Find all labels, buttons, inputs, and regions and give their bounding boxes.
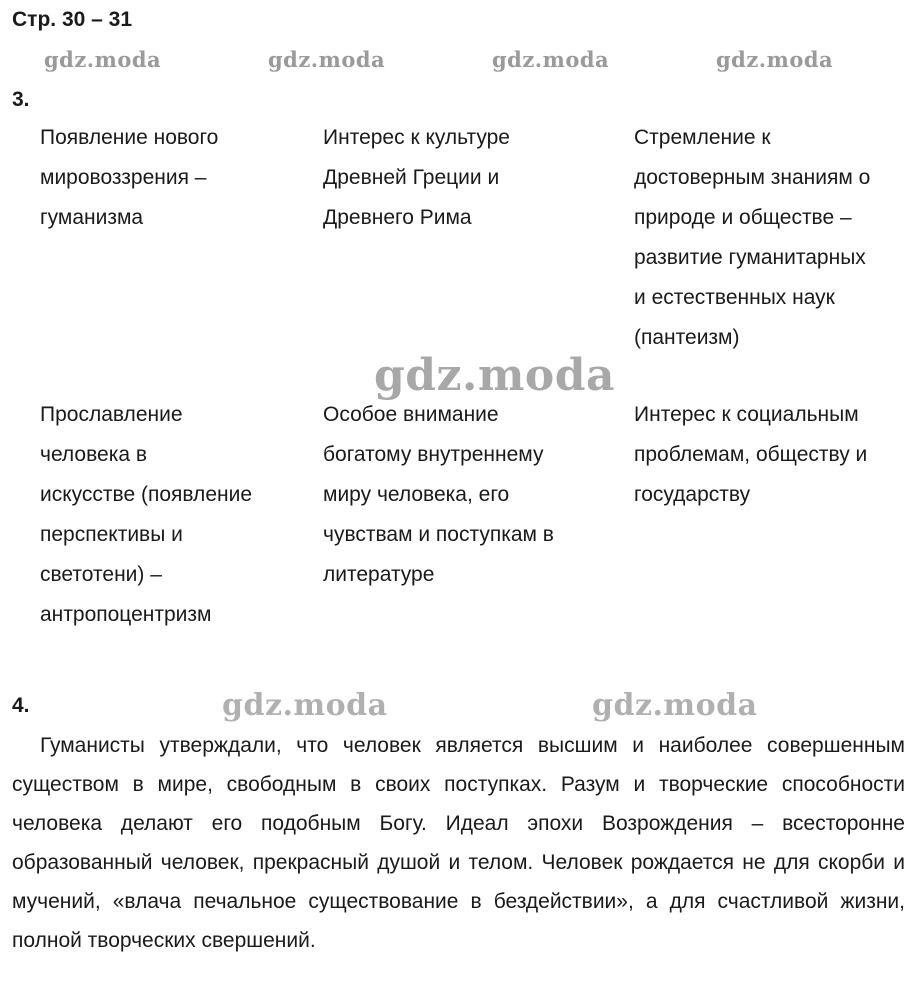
page-header: Стр. 30 – 31 — [12, 8, 133, 31]
watermark: gdz.moda — [592, 688, 758, 723]
task-4-number: 4. — [12, 694, 30, 717]
task-3-cell: Интерес к культуре Древней Греции и Древнего Рима — [323, 126, 510, 229]
task-4-paragraph: Гуманисты утверждали, что человек является высшим и наиболее совершенным существом в мире, свободным в своих поступках. Разум и творческие способности человека делают его подобным Богу. Идеал эпохи Возрождения – всесторонне образованный человек, прекрасный душой и телом. Человек рождается не для скорби и мучений, «влача печальное существование в бездействии», а для счастливой жизни, полной творческих свершений. — [12, 734, 905, 952]
task-3-cell: Интерес к социальным проблемам, обществу и государству — [634, 403, 868, 506]
task-3-cell: Появление нового мировоззрения – гуманизма — [40, 126, 219, 229]
watermark: gdz.moda — [374, 350, 616, 401]
watermark: gdz.moda — [44, 47, 162, 72]
watermark: gdz.moda — [492, 47, 610, 72]
task-3-number: 3. — [12, 88, 30, 111]
watermark: gdz.moda — [268, 47, 386, 72]
task-3-cell: Особое внимание богатому внутреннему миру человека, его чувствам и поступкам в литературе — [323, 403, 554, 586]
task-3-cell: Прославление человека в искусстве (появление перспективы и светотени) – антропоцентризм — [40, 403, 252, 626]
watermark: gdz.moda — [222, 688, 388, 723]
watermark: gdz.moda — [716, 47, 834, 72]
task-3-cell: Стремление к достоверным знаниям о природе и обществе – развитие гуманитарных и естественных наук (пантеизм) — [634, 126, 871, 349]
